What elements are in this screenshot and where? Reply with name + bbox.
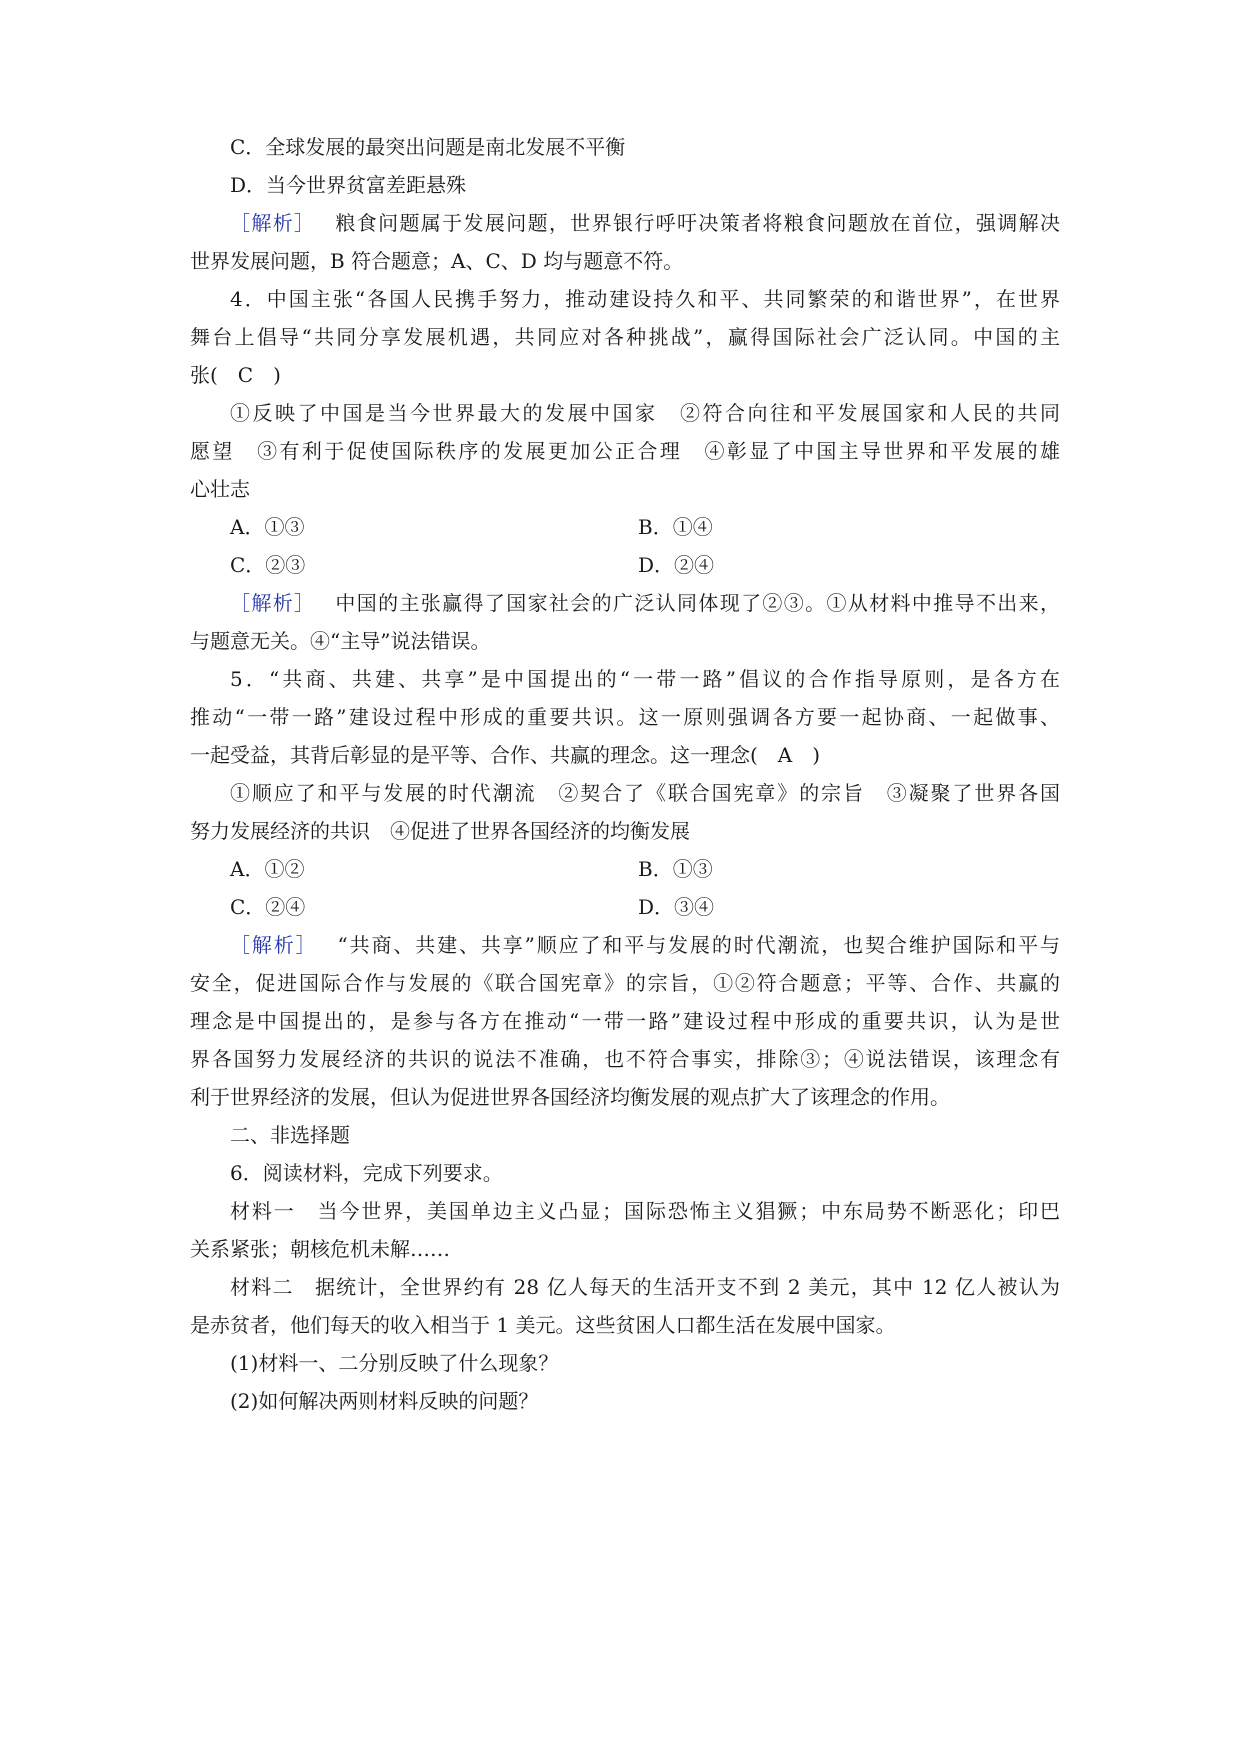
q4-option-d: D．②④: [638, 553, 715, 577]
q5-analysis-text: “共商、共建、共享”顺应了和平与发展的时代潮流，也契合维护国际和平与: [337, 933, 1061, 957]
q4-option-b: B．①④: [638, 515, 713, 539]
q5-stem-line-2: 推动“一带一路”建设过程中形成的重要共识。这一原则强调各方要一起协商、一起做事、: [190, 705, 1060, 729]
q5-option-c: C．②④: [230, 895, 306, 919]
q6-requirement-2: (2)如何解决两则材料反映的问题？: [230, 1389, 539, 1413]
q4-items-line-1: ①反映了中国是当今世界最大的发展中国家 ②符合向往和平发展国家和人民的共同: [230, 401, 1060, 425]
q5-items-line-2: 努力发展经济的共识 ④促进了世界各国经济的均衡发展: [190, 819, 690, 843]
q5-analysis-line-2: 安全，促进国际合作与发展的《联合国宪章》的宗旨，①②符合题意；平等、合作、共赢的: [190, 971, 1060, 995]
q5-analysis-line-5: 利于世界经济的发展，但认为促进世界各国经济均衡发展的观点扩大了该理念的作用。: [190, 1085, 950, 1109]
analysis-tag: ［解析］: [230, 591, 316, 615]
q5-option-b: B．①③: [638, 857, 713, 881]
q4-analysis-line-1: [190, 588, 1060, 618]
q6-material-2-line-1: 材料二 据统计，全世界约有 28 亿人每天的生活开支不到 2 美元，其中 12 亿人被认为: [230, 1275, 1060, 1299]
q4-stem-line-2: 舞台上倡导“共同分享发展机遇，共同应对各种挑战”，赢得国际社会广泛认同。中国的主: [190, 325, 1060, 349]
document-page: [190, 0, 1060, 1754]
q4-option-c: C．②③: [230, 553, 306, 577]
q5-options-row-1: [190, 854, 1060, 884]
q3-analysis-text: 粮食问题属于发展问题，世界银行呼吁决策者将粮食问题放在首位，强调解决: [335, 211, 1061, 235]
q6-material-1-line-1: 材料一 当今世界，美国单边主义凸显；国际恐怖主义猖獗；中东局势不断恶化；印巴: [230, 1199, 1060, 1223]
q5-stem-line-3: 一起受益，其背后彰显的是平等、合作、共赢的理念。这一理念( A ): [190, 743, 821, 767]
q5-items-line-1: ①顺应了和平与发展的时代潮流 ②契合了《联合国宪章》的宗旨 ③凝聚了世界各国: [230, 781, 1060, 805]
q4-analysis-text: 中国的主张赢得了国家社会的广泛认同体现了②③。①从材料中推导不出来，: [335, 591, 1061, 615]
analysis-tag: ［解析］: [230, 211, 316, 235]
q4-items-line-2: 愿望 ③有利于促使国际秩序的发展更加公正合理 ④彰显了中国主导世界和平发展的雄: [190, 439, 1060, 463]
q5-stem-line-1: 5．“共商、共建、共享”是中国提出的“一带一路”倡议的合作指导原则，是各方在: [230, 667, 1060, 691]
q5-option-a: A．①②: [230, 857, 305, 881]
q6-stem: 6．阅读材料，完成下列要求。: [230, 1161, 503, 1185]
q6-material-2-line-2: 是赤贫者，他们每天的收入相当于 1 美元。这些贫困人口都生活在发展中国家。: [190, 1313, 896, 1337]
q5-analysis-line-3: 理念是中国提出的，是参与各方在推动“一带一路”建设过程中形成的重要共识，认为是世: [190, 1009, 1060, 1033]
analysis-tag: ［解析］: [230, 933, 318, 957]
section-heading: 二、非选择题: [230, 1123, 350, 1147]
q5-option-d: D．③④: [638, 895, 715, 919]
q6-requirement-1: (1)材料一、二分别反映了什么现象？: [230, 1351, 559, 1375]
q4-stem-line-3: 张( C ): [190, 363, 281, 387]
q3-analysis-line-2: 世界发展问题，B 符合题意；A、C、D 均与题意不符。: [190, 249, 684, 273]
q4-option-a: A．①③: [230, 515, 305, 539]
q4-items-line-3: 心壮志: [190, 477, 250, 501]
q4-stem-line-1: 4．中国主张“各国人民携手努力，推动建设持久和平、共同繁荣的和谐世界”，在世界: [230, 287, 1060, 311]
q4-analysis-line-2: 与题意无关。④“主导”说法错误。: [190, 629, 491, 653]
q6-material-1-line-2: 关系紧张；朝核危机未解……: [190, 1237, 450, 1261]
q4-options-row-1: [190, 512, 1060, 542]
q3-analysis-line-1: [190, 208, 1060, 238]
q3-option-d: D．当今世界贫富差距悬殊: [230, 173, 467, 197]
q5-analysis-line-4: 界各国努力发展经济的共识的说法不准确，也不符合事实，排除③；④说法错误，该理念有: [190, 1047, 1060, 1071]
q4-options-row-2: [190, 550, 1060, 580]
q5-analysis-line-1: [190, 930, 1060, 960]
q3-option-c: C．全球发展的最突出问题是南北发展不平衡: [230, 135, 626, 159]
q5-options-row-2: [190, 892, 1060, 922]
